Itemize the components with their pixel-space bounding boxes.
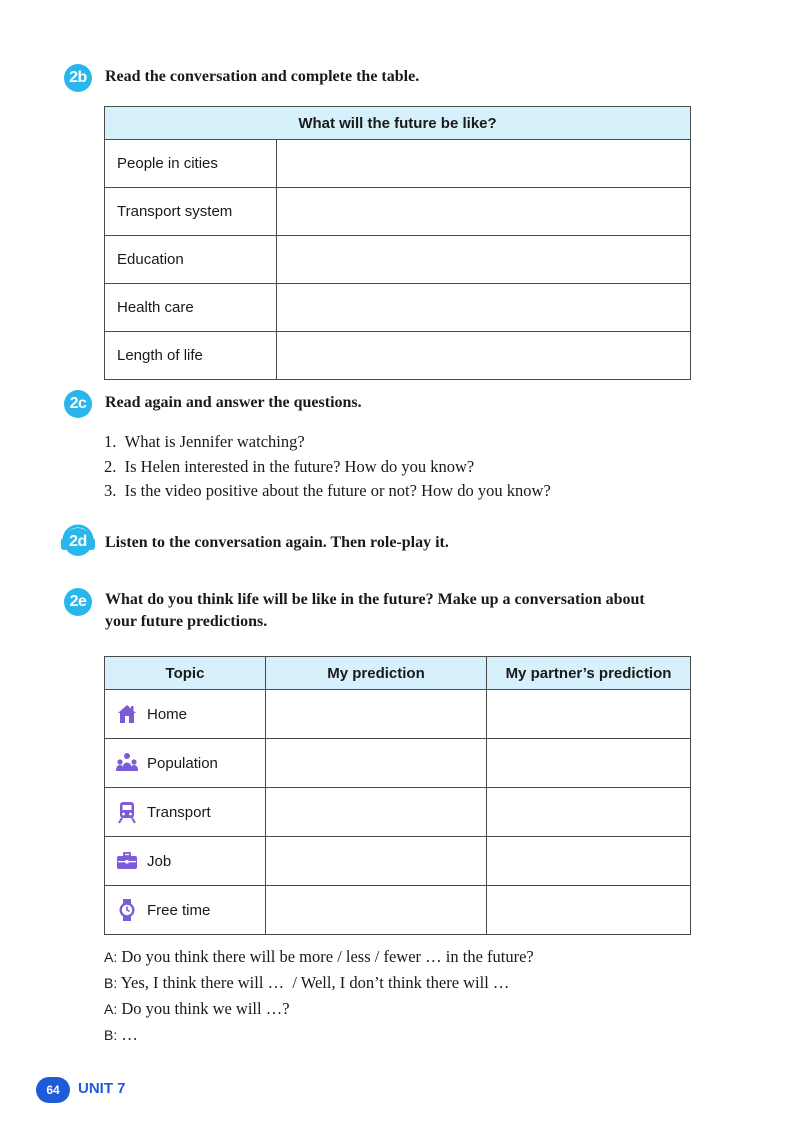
speaker: A: — [104, 1001, 118, 1017]
answer-cell[interactable] — [277, 188, 691, 236]
speaker: B: — [104, 975, 118, 991]
topic-cell — [105, 788, 266, 837]
partner-prediction-cell[interactable] — [487, 886, 691, 935]
instruction-2d: Listen to the conversation again. Then role-play it. — [105, 534, 449, 551]
dialogue-text: Yes, I think there will … / Well, I don’t think there will … — [117, 973, 510, 992]
row-label: Length of life — [105, 332, 277, 380]
column-header-partner-prediction: My partner’s prediction — [487, 657, 691, 690]
topic-cell — [105, 837, 266, 886]
topic-label: Transport — [147, 803, 211, 821]
dialogue-text: … — [117, 1025, 138, 1044]
question-item: 2. Is Helen interested in the future? How do you know? — [104, 456, 475, 476]
topic-cell — [105, 886, 266, 935]
house-icon — [115, 702, 139, 726]
page-number: 64 — [36, 1077, 70, 1103]
answer-cell[interactable] — [277, 140, 691, 188]
speaker: B: — [104, 1027, 118, 1043]
dialogue-line — [104, 996, 534, 1022]
row-label: Health care — [105, 284, 277, 332]
column-header-my-prediction: My prediction — [266, 657, 487, 690]
my-prediction-cell[interactable] — [266, 886, 487, 935]
topic-cell — [105, 690, 266, 739]
speaker: A: — [104, 949, 118, 965]
answer-cell[interactable] — [277, 332, 691, 380]
people-icon — [115, 751, 139, 775]
question-list — [104, 430, 551, 504]
train-icon — [115, 800, 139, 824]
instruction-2b: Read the conversation and complete the table. — [105, 68, 420, 85]
answer-cell[interactable] — [277, 284, 691, 332]
exercise-badge-2d: 2d — [64, 528, 92, 556]
future-table-header: What will the future be like? — [105, 107, 691, 140]
exercise-badge-2b: 2b — [64, 64, 92, 92]
row-label: People in cities — [105, 140, 277, 188]
my-prediction-cell[interactable] — [266, 690, 487, 739]
my-prediction-cell[interactable] — [266, 739, 487, 788]
dialogue-line — [104, 944, 534, 970]
exercise-badge-2e: 2e — [64, 588, 92, 616]
column-header-topic: Topic — [105, 657, 266, 690]
partner-prediction-cell[interactable] — [487, 788, 691, 837]
instruction-2e — [105, 589, 645, 633]
dialogue-line — [104, 970, 534, 996]
my-prediction-cell[interactable] — [266, 837, 487, 886]
my-prediction-cell[interactable] — [266, 788, 487, 837]
briefcase-icon — [115, 849, 139, 873]
question-item: 3. Is the video positive about the future or not? How do you know? — [104, 481, 551, 500]
row-label: Transport system — [105, 188, 277, 236]
instruction-2c: Read again and answer the questions. — [105, 394, 362, 411]
topic-label: Free time — [147, 901, 211, 919]
dialogue-text: Do you think we will …? — [117, 999, 290, 1018]
partner-prediction-cell[interactable] — [487, 690, 691, 739]
instruction-2e-line1: What do you think life will be like in the future? Make up a conversation about — [105, 591, 645, 608]
future-table — [104, 106, 691, 380]
row-label: Education — [105, 236, 277, 284]
topic-label: Job — [147, 852, 172, 870]
topic-label: Home — [147, 705, 188, 723]
dialogue — [104, 944, 534, 1048]
partner-prediction-cell[interactable] — [487, 739, 691, 788]
exercise-badge-2c: 2c — [64, 390, 92, 418]
prediction-table — [104, 656, 691, 935]
instruction-2e-line2: your future predictions. — [105, 613, 268, 630]
watch-icon — [115, 898, 139, 922]
question-item: 1. What is Jennifer watching? — [104, 432, 305, 451]
partner-prediction-cell[interactable] — [487, 837, 691, 886]
answer-cell[interactable] — [277, 236, 691, 284]
dialogue-line — [104, 1022, 534, 1048]
dialogue-text: Do you think there will be more / less / fewer … in the future? — [117, 947, 534, 966]
topic-cell — [105, 739, 266, 788]
topic-label: Population — [147, 754, 218, 772]
unit-label: UNIT 7 — [78, 1080, 126, 1097]
